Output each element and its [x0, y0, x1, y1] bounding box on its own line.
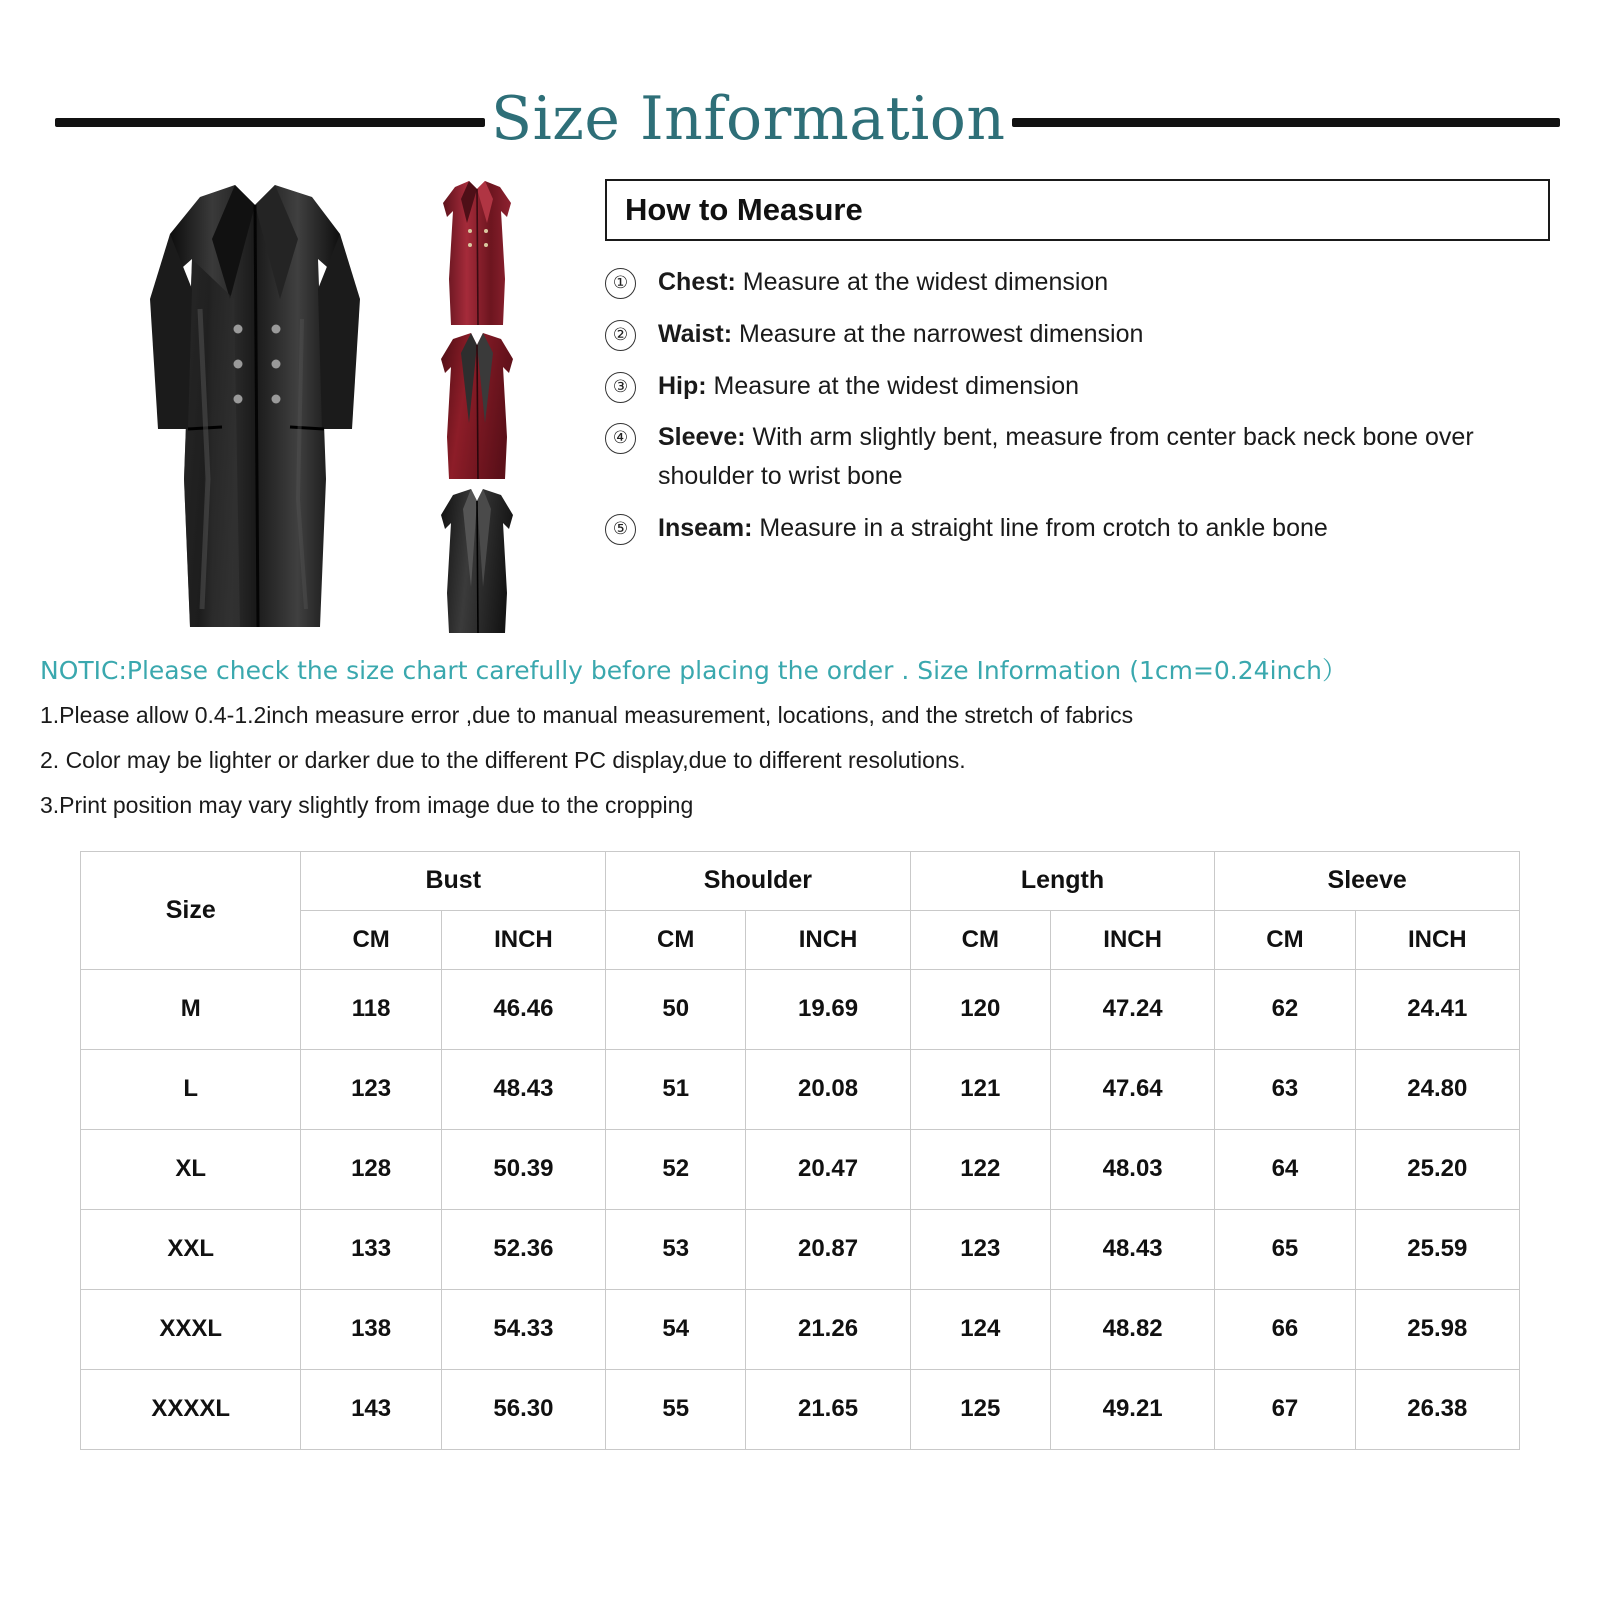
row-size-label: L	[81, 1049, 301, 1129]
cell-bust-cm: 128	[301, 1129, 441, 1209]
cell-length-cm: 123	[910, 1209, 1050, 1289]
unit-shoulder-cm: CM	[606, 910, 746, 969]
notice-line-3: 3.Print position may vary slightly from image due to the cropping	[40, 791, 694, 818]
unit-length-inch: INCH	[1050, 910, 1214, 969]
measure-item	[605, 418, 1550, 496]
cell-sleeve-inch: 24.80	[1355, 1049, 1519, 1129]
cell-bust-cm: 118	[301, 969, 441, 1049]
cell-length-cm: 124	[910, 1289, 1050, 1369]
measure-item-desc: Measure at the narrowest dimension	[732, 319, 1144, 348]
measure-item-desc: Measure at the widest dimension	[735, 268, 1109, 297]
cell-bust-inch: 48.43	[441, 1049, 605, 1129]
measure-item-label: Sleeve:	[658, 423, 746, 452]
measure-item-text	[658, 418, 1550, 496]
table-header-bust: Bust	[301, 851, 606, 910]
cell-bust-cm: 138	[301, 1289, 441, 1369]
table-header-row-groups	[81, 851, 1520, 910]
number-badge-3: ③	[605, 372, 636, 403]
cell-length-inch: 48.03	[1050, 1129, 1214, 1209]
measure-item	[605, 367, 1550, 406]
unit-bust-cm: CM	[301, 910, 441, 969]
table-header-size: Size	[81, 851, 301, 969]
cell-sleeve-inch: 26.38	[1355, 1369, 1519, 1449]
measure-item	[605, 315, 1550, 354]
how-to-measure-title: How to Measure	[625, 192, 863, 227]
how-to-measure-box	[605, 179, 1550, 241]
cell-bust-cm: 133	[301, 1209, 441, 1289]
cell-bust-cm: 123	[301, 1049, 441, 1129]
cell-sleeve-inch: 25.20	[1355, 1129, 1519, 1209]
measure-item-text	[658, 509, 1328, 548]
cell-shoulder-inch: 20.08	[746, 1049, 910, 1129]
how-to-measure-section	[605, 179, 1560, 635]
cell-length-cm: 125	[910, 1369, 1050, 1449]
cell-shoulder-inch: 19.69	[746, 969, 910, 1049]
measure-item	[605, 509, 1550, 548]
row-size-label: XXL	[81, 1209, 301, 1289]
cell-sleeve-cm: 65	[1215, 1209, 1355, 1289]
thumbnail-item[interactable]	[425, 333, 530, 481]
cell-length-inch: 47.64	[1050, 1049, 1214, 1129]
table-header-length: Length	[910, 851, 1215, 910]
cell-bust-inch: 50.39	[441, 1129, 605, 1209]
cell-sleeve-inch: 24.41	[1355, 969, 1519, 1049]
measure-item-desc: Measure in a straight line from crotch to ankle bone	[752, 513, 1328, 542]
number-badge-2: ②	[605, 320, 636, 351]
unit-length-cm: CM	[910, 910, 1050, 969]
title-rule-left	[55, 118, 485, 127]
unit-sleeve-inch: INCH	[1355, 910, 1519, 969]
cell-length-cm: 120	[910, 969, 1050, 1049]
cell-length-cm: 121	[910, 1049, 1050, 1129]
thumbnail-list	[425, 179, 530, 635]
cell-bust-inch: 56.30	[441, 1369, 605, 1449]
cell-shoulder-inch: 21.26	[746, 1289, 910, 1369]
measure-item-label: Chest:	[658, 268, 736, 297]
unit-sleeve-cm: CM	[1215, 910, 1355, 969]
notices-section	[0, 635, 1600, 821]
black-coat-open-thumbnail-icon	[425, 487, 530, 635]
table-row	[81, 1289, 1520, 1369]
table-header-shoulder: Shoulder	[606, 851, 911, 910]
measure-item-label: Waist:	[658, 319, 733, 348]
measure-item-label: Hip:	[658, 371, 707, 400]
unit-bust-inch: INCH	[441, 910, 605, 969]
measure-item	[605, 263, 1550, 302]
measure-item-text	[658, 263, 1108, 302]
cell-shoulder-cm: 50	[606, 969, 746, 1049]
number-badge-4: ④	[605, 423, 636, 454]
table-header-sleeve: Sleeve	[1215, 851, 1520, 910]
cell-bust-inch: 52.36	[441, 1209, 605, 1289]
cell-shoulder-inch: 20.87	[746, 1209, 910, 1289]
table-row	[81, 969, 1520, 1049]
thumbnail-item[interactable]	[425, 179, 530, 327]
row-size-label: XL	[81, 1129, 301, 1209]
cell-sleeve-cm: 63	[1215, 1049, 1355, 1129]
number-badge-5: ⑤	[605, 514, 636, 545]
cell-bust-inch: 46.46	[441, 969, 605, 1049]
cell-length-cm: 122	[910, 1129, 1050, 1209]
black-trench-coat-illustration	[130, 179, 380, 634]
main-product-image	[130, 179, 380, 634]
unit-shoulder-inch: INCH	[746, 910, 910, 969]
cell-sleeve-cm: 66	[1215, 1289, 1355, 1369]
cell-bust-cm: 143	[301, 1369, 441, 1449]
cell-bust-inch: 54.33	[441, 1289, 605, 1369]
notice-line-2: 2. Color may be lighter or darker due to the different PC display,due to different resolutions.	[40, 746, 966, 773]
size-table	[80, 851, 1520, 1450]
title-rule-right	[1012, 118, 1560, 127]
cell-length-inch: 48.43	[1050, 1209, 1214, 1289]
dark-red-coat-thumbnail-icon	[425, 333, 530, 481]
size-table-wrap	[0, 835, 1600, 1450]
cell-sleeve-cm: 64	[1215, 1129, 1355, 1209]
cell-sleeve-inch: 25.98	[1355, 1289, 1519, 1369]
cell-length-inch: 49.21	[1050, 1369, 1214, 1449]
row-size-label: XXXL	[81, 1289, 301, 1369]
notice-line-1: 1.Please allow 0.4-1.2inch measure error ,due to manual measurement, locations, and the stretch of fabrics	[40, 701, 1134, 728]
row-size-label: XXXXL	[81, 1369, 301, 1449]
top-section	[0, 149, 1600, 635]
cell-shoulder-cm: 53	[606, 1209, 746, 1289]
table-row	[81, 1049, 1520, 1129]
cell-shoulder-cm: 54	[606, 1289, 746, 1369]
thumbnail-item[interactable]	[425, 487, 530, 635]
cell-sleeve-cm: 67	[1215, 1369, 1355, 1449]
cell-length-inch: 48.82	[1050, 1289, 1214, 1369]
page-title-row	[0, 0, 1600, 154]
cell-sleeve-inch: 25.59	[1355, 1209, 1519, 1289]
table-row	[81, 1209, 1520, 1289]
cell-length-inch: 47.24	[1050, 969, 1214, 1049]
measure-item-desc: Measure at the widest dimension	[706, 371, 1080, 400]
cell-shoulder-inch: 20.47	[746, 1129, 910, 1209]
page-title: Size Information	[491, 84, 1006, 154]
measure-item-text	[658, 315, 1143, 354]
cell-shoulder-inch: 21.65	[746, 1369, 910, 1449]
cell-shoulder-cm: 52	[606, 1129, 746, 1209]
notice-main: NOTIC:Please check the size chart carefully before placing the order . Size Information (1cm=0.24inch）	[40, 656, 1347, 685]
row-size-label: M	[81, 969, 301, 1049]
cell-shoulder-cm: 51	[606, 1049, 746, 1129]
red-coat-thumbnail-icon	[425, 179, 530, 327]
measure-item-text	[658, 367, 1079, 406]
table-row	[81, 1369, 1520, 1449]
cell-sleeve-cm: 62	[1215, 969, 1355, 1049]
measure-item-desc: With arm slightly bent, measure from center back neck bone over shoulder to wrist bone	[658, 423, 1474, 491]
number-badge-1: ①	[605, 268, 636, 299]
table-row	[81, 1129, 1520, 1209]
cell-shoulder-cm: 55	[606, 1369, 746, 1449]
measure-item-label: Inseam:	[658, 513, 753, 542]
